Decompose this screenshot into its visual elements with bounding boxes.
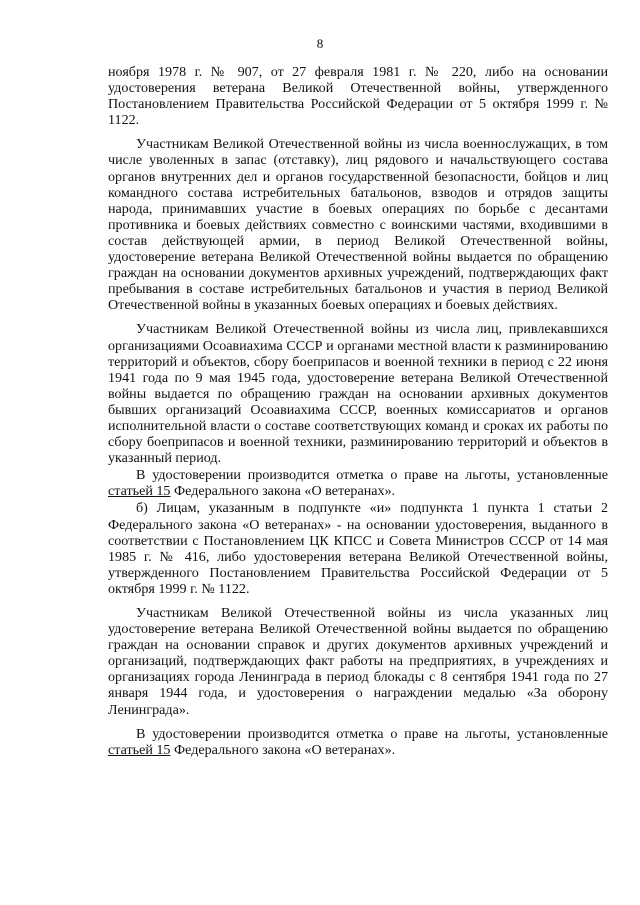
paragraph-military-participants: Участникам Великой Отечественной войны из числа военнослужащих, в том числе уволенных в запас (отставку), лиц рядового и начальствующего состава органов внутренних дел и органов государственной безопасности, бойцов и лиц командного состава истребительных батальонов, взводов и отрядов защиты народа, принимавших участие в боевых операциях по борьбе с десантами противника и боевых действиях совместно с воинскими частями, входившими в состав действующей армии, в период Великой Отечественной войны, удостоверение ветерана Великой Отечественной войны выдается по обращению граждан на основании документов архивных учреждений, подтверждающих факт пребывания в составе истребительных батальонов и участия в период Великой Отечественной войны в указанных боевых операциях и боевых действиях.: [108, 136, 608, 314]
article-15-link[interactable]: статьей 15: [108, 741, 171, 758]
paragraph-leningrad-participants: Участникам Великой Отечественной войны из числа указанных лиц удостоверение ветерана Великой Отечественной войны выдается по обращению граждан на основании справок и других документов архивных учреждений и организаций, подтверждающих факт работы на предприятиях, в учреждениях и организациях города Ленинграда в период блокады с 8 сентября 1941 года по 27 января 1944 года, и удостоверения о награждении медалью «За оборону Ленинграда».: [108, 605, 608, 718]
article-15-link[interactable]: статьей 15: [108, 483, 171, 500]
paragraph-benefits-note-2: [108, 726, 608, 758]
paragraph-subitem-b: б) Лицам, указанным в подпункте «и» подпункта 1 пункта 1 статьи 2 Федерального закона «О ветеранах» - на основании удостоверения, выданного в соответствии с Постановлением ЦК КПСС и Совета Министров СССР от 14 мая 1985 г. № 416, либо удостоверения ветерана Великой Отечественной войны, утвержденного Постановлением Правительства Российской Федерации от 5 октября 1999 г. № 1122.: [108, 500, 608, 597]
paragraph-text: В удостоверении производится отметка о праве на льготы, установленные: [136, 725, 608, 742]
paragraph-continuation: ноября 1978 г. № 907, от 27 февраля 1981 г. № 220, либо на основании удостоверения ветерана Великой Отечественной войны, утвержденного Постановлением Правительства Российской Федерации от 5 октября 1999 г. № 1122.: [108, 64, 608, 129]
paragraph-text: Федерального закона «О ветеранах».: [170, 741, 396, 758]
paragraph-text: В удостоверении производится отметка о праве на льготы, установленные: [136, 467, 608, 484]
paragraph-benefits-note-1: [108, 467, 608, 499]
page-number: 8: [316, 36, 324, 51]
paragraph-text: Федерального закона «О ветеранах».: [170, 483, 396, 500]
paragraph-osoaviakhim-participants: Участникам Великой Отечественной войны из числа лиц, привлекавшихся организациями Осоавиахима СССР и органами местной власти к разминированию территорий и объектов, сбору боеприпасов и военной техники в период с 22 июня 1941 года по 9 мая 1945 года, удостоверение ветерана Великой Отечественной войны выдается по обращению граждан на основании архивных документов бывших организаций Осоавиахима СССР, военных комиссариатов и органов исполнительной власти о составе соответствующих команд и сроках их работы по сбору боеприпасов и военной техники, разминированию территорий и объектов в указанный период.: [108, 321, 608, 467]
document-body: [108, 64, 608, 758]
